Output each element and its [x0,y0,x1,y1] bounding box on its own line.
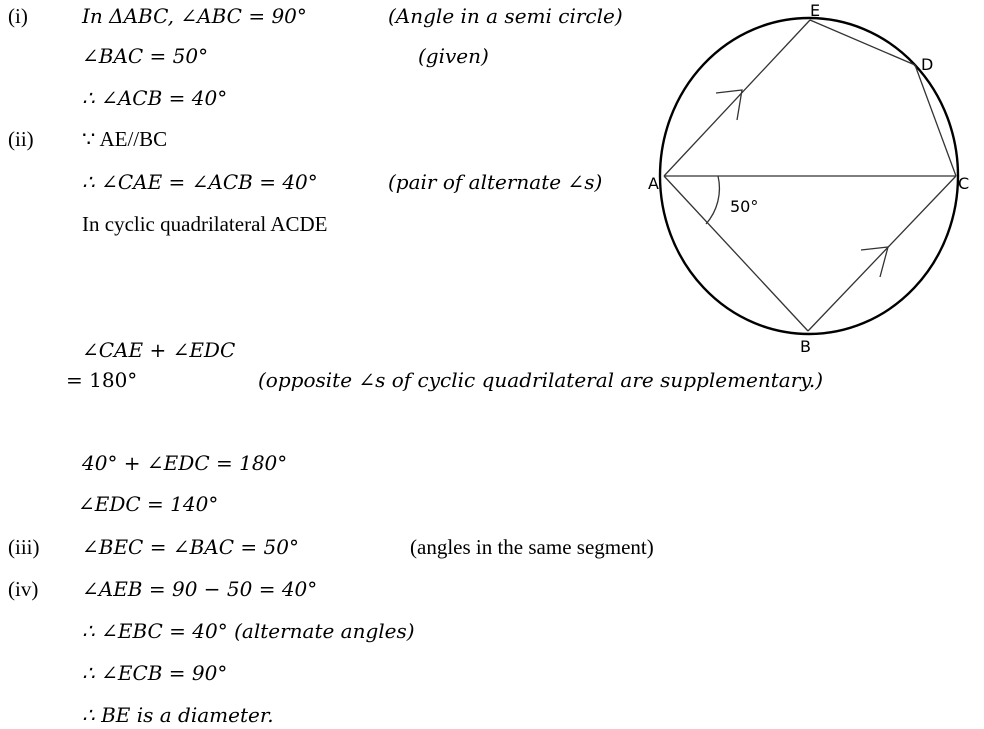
angle-label-50: 50° [730,197,759,216]
step-iv-conclusion: ∴ BE is a diameter. [82,703,274,727]
segment-ae [664,20,810,176]
step-iv-alternate: ∴ ∠EBC = 40° (alternate angles) [82,619,415,643]
label-c: C [958,174,970,193]
step-i-number: (i) [8,4,28,28]
step-iii-reason: (angles in the same segment) [410,535,654,559]
step-i-statement: In ΔABC, ∠ABC = 90° [82,4,307,28]
step-ii-parallel: ∵ AE//BC [82,127,168,151]
segment-bc [808,176,956,331]
step-i-given: ∠BAC = 50° [82,44,209,68]
step-ii-number: (ii) [8,127,34,151]
step-iii-number: (iii) [8,535,40,559]
angle-arc-bac [706,176,719,224]
step-ii-sum-result: = 180° [66,368,138,392]
step-iv-number: (iv) [8,577,39,601]
segment-dc [915,65,956,176]
label-d: D [921,55,934,74]
step-iii-statement: ∠BEC = ∠BAC = 50° [82,535,299,559]
step-iv-statement: ∠AEB = 90 − 50 = 40° [82,577,318,601]
step-ii-result: ∠EDC = 140° [78,492,219,516]
step-iv-right-angle: ∴ ∠ECB = 90° [82,661,228,685]
step-i-reason: (Angle in a semi circle) [388,4,623,28]
step-ii-sum-reason: (opposite ∠s of cyclic quadrilateral are supplementary.) [258,368,824,392]
label-a: A [648,174,659,193]
label-b: B [800,337,811,356]
step-ii-sum: ∠CAE + ∠EDC [82,338,236,362]
segment-ed [810,20,915,65]
step-ii-cyclic-quad: In cyclic quadrilateral ACDE [82,212,328,236]
step-ii-substitute: 40° + ∠EDC = 180° [82,451,288,475]
step-i-conclusion: ∴ ∠ACB = 40° [82,86,228,110]
label-e: E [810,1,821,20]
step-i-given-reason: (given) [418,44,489,68]
step-ii-alternate-reason: (pair of alternate ∠s) [388,170,603,194]
step-ii-alternate: ∴ ∠CAE = ∠ACB = 40° [82,170,318,194]
